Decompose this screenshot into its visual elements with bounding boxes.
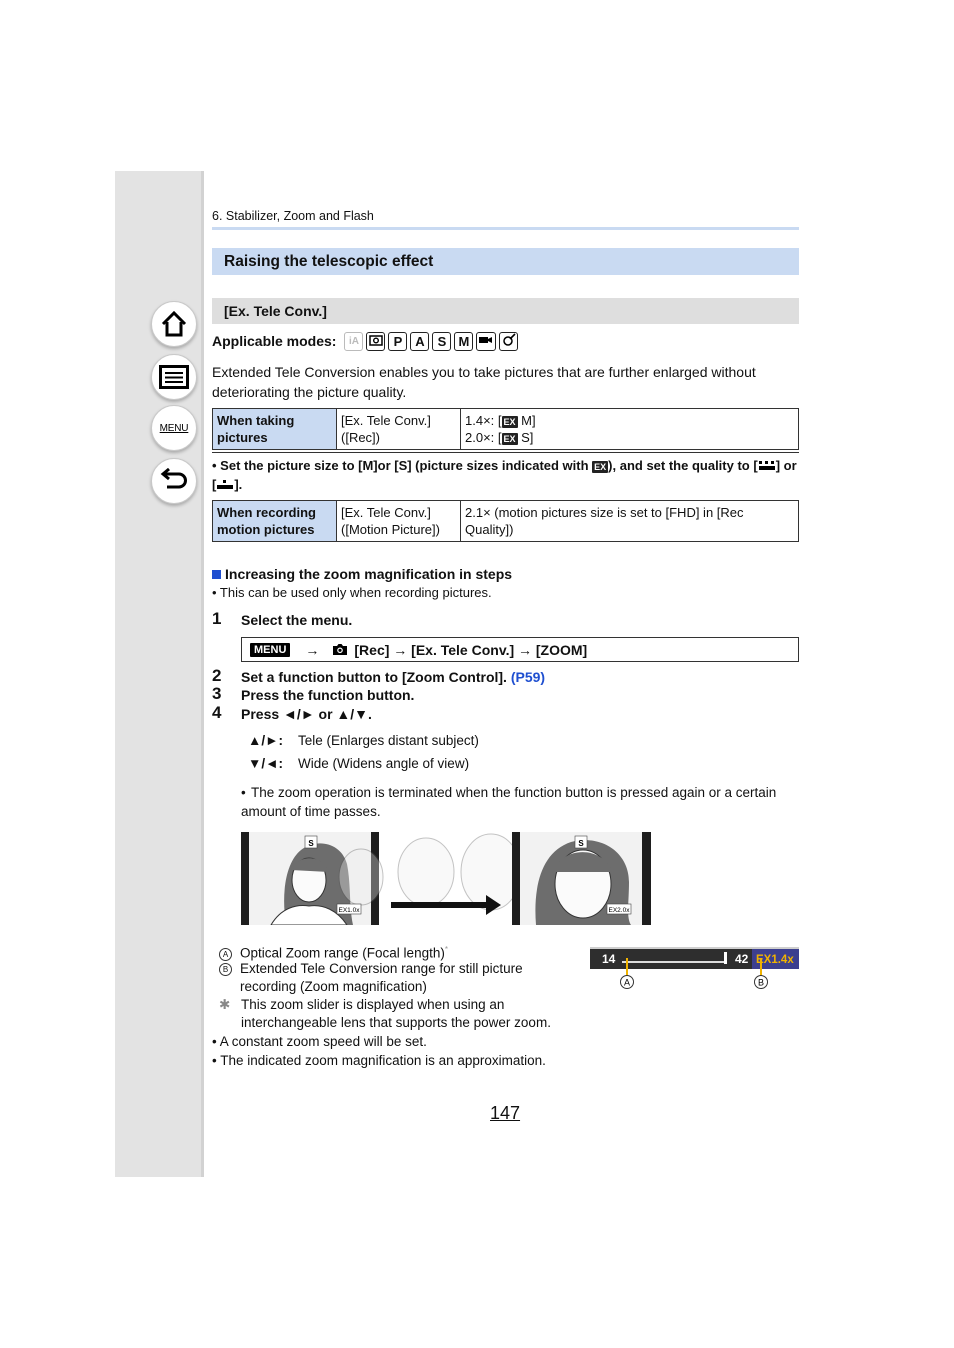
legend-sup: * bbox=[444, 945, 448, 954]
note-post: ), and set the quality to [ bbox=[608, 458, 758, 473]
spec-table-pictures bbox=[212, 408, 799, 450]
step-number: 1 bbox=[212, 609, 222, 628]
breadcrumb: 6. Stabilizer, Zoom and Flash bbox=[212, 209, 374, 223]
zoom-steps-heading-text: Increasing the zoom magnification in steps bbox=[225, 566, 513, 582]
mode-s-icon: S bbox=[432, 332, 451, 351]
step-number: 4 bbox=[212, 703, 222, 722]
arrow: → bbox=[305, 641, 320, 658]
zoom-terminate-text: The zoom operation is terminated when the function button is pressed again or a certain amount of time passes. bbox=[241, 785, 777, 819]
section-title: Raising the telescopic effect bbox=[212, 248, 799, 275]
breadcrumb-rule bbox=[212, 227, 799, 230]
quality-fine-icon bbox=[758, 460, 776, 471]
motion-menu: [Ex. Tele Conv.] ([Motion Picture]) bbox=[337, 501, 461, 542]
zoom-illustration bbox=[241, 832, 651, 925]
pictures-menu: [Ex. Tele Conv.] ([Rec]) bbox=[337, 409, 461, 450]
size-tag-left: S bbox=[308, 839, 314, 848]
legend-mark: B bbox=[219, 963, 232, 976]
key-row bbox=[248, 756, 469, 771]
page-link[interactable]: (P59) bbox=[510, 669, 546, 685]
motion-label: When recording motion pictures bbox=[213, 501, 337, 542]
spec-table-motion bbox=[212, 500, 799, 542]
back-arrow-icon bbox=[159, 468, 189, 494]
note: • A constant zoom speed will be set. bbox=[212, 1034, 427, 1049]
home-icon bbox=[160, 310, 188, 338]
motion-value: 2.1× (motion pictures size is set to [FHD] in [Rec Quality]) bbox=[461, 501, 799, 542]
left-zoom-tag: EX1.0x bbox=[338, 907, 360, 914]
mode-ia-plus-icon bbox=[366, 332, 385, 351]
legend-text: Optical Zoom range (Focal length) bbox=[240, 945, 445, 961]
note-pre: • Set the picture size to [M]or [S] (picture sizes indicated with bbox=[212, 458, 593, 473]
step-number: 3 bbox=[212, 684, 222, 703]
mode-ia-icon: iA bbox=[344, 332, 363, 351]
key-label: ▲/►: bbox=[248, 733, 283, 748]
step-2-text: Set a function button to [Zoom Control]. bbox=[241, 669, 507, 685]
list-icon bbox=[159, 365, 189, 389]
contents-button[interactable] bbox=[151, 354, 197, 400]
zoom-slider-markers bbox=[618, 958, 768, 992]
ex-icon: EX bbox=[503, 434, 516, 444]
ex-zoom-value: EX1.4x bbox=[756, 954, 794, 966]
value-1-pre: 1.4×: [ bbox=[465, 413, 502, 428]
pictures-value bbox=[461, 409, 799, 450]
step-text bbox=[241, 669, 545, 685]
applicable-modes bbox=[212, 331, 521, 351]
ex-icon: EX bbox=[503, 417, 516, 427]
menu-label: MENU bbox=[159, 422, 189, 434]
zoom-terminate-note: • The zoom operation is terminated when the function button is pressed again or a certain amount of time passes. bbox=[241, 785, 777, 819]
menu-chip: MENU bbox=[250, 643, 290, 657]
menu-path bbox=[241, 637, 799, 662]
camera-icon bbox=[332, 643, 348, 656]
zoom-steps-note: • This can be used only when recording pictures. bbox=[212, 585, 492, 600]
creative-video-mode-icon bbox=[476, 332, 496, 351]
key-label: ▼/◄: bbox=[248, 756, 283, 771]
divider bbox=[212, 452, 799, 453]
back-button[interactable] bbox=[151, 458, 197, 504]
intro-text: Extended Tele Conversion enables you to take pictures that are further enlarged without deteriorating the picture quality. bbox=[212, 364, 756, 400]
picture-size-note bbox=[212, 456, 799, 494]
zoom-steps-heading bbox=[212, 566, 512, 582]
key-desc: Wide (Widens angle of view) bbox=[298, 756, 470, 771]
menu-button[interactable] bbox=[151, 405, 197, 451]
custom-mode-icon bbox=[499, 332, 518, 351]
subsection-title: [Ex. Tele Conv.] bbox=[212, 298, 799, 324]
home-button[interactable] bbox=[151, 301, 197, 347]
menu-path-text: [Rec] → [Ex. Tele Conv.] → [ZOOM] bbox=[354, 641, 588, 658]
zoom-max-label: 42 bbox=[735, 952, 749, 966]
ex-icon: EX bbox=[594, 462, 607, 472]
note-tail: ] or [ bbox=[212, 458, 797, 492]
zoom-min-label: 14 bbox=[602, 952, 616, 966]
legend-item bbox=[219, 960, 564, 996]
right-zoom-tag: EX2.0x bbox=[608, 907, 630, 914]
mode-m-icon: M bbox=[454, 332, 473, 351]
marker-b: B bbox=[757, 977, 765, 988]
value-1-post: M] bbox=[517, 413, 536, 428]
square-bullet-icon bbox=[212, 570, 221, 579]
quality-standard-icon bbox=[216, 479, 234, 490]
size-tag-right: S bbox=[578, 839, 584, 848]
page-number: 147 bbox=[490, 1103, 521, 1123]
legend-item bbox=[219, 996, 564, 1032]
legend-text: Extended Tele Conversion range for still picture recording (Zoom magnification) bbox=[240, 961, 523, 994]
legend-text: This zoom slider is displayed when using an interchangeable lens that supports the power zoom. bbox=[241, 997, 551, 1030]
key-row bbox=[248, 733, 479, 748]
legend-asterisk: ✱ bbox=[219, 997, 231, 1012]
step-number: 2 bbox=[212, 666, 222, 685]
note-end: ]. bbox=[234, 477, 243, 492]
marker-a: A bbox=[623, 977, 631, 988]
value-2-pre: 2.0×: [ bbox=[465, 430, 502, 445]
value-2-post: S] bbox=[517, 430, 534, 445]
note: • The indicated zoom magnification is an approximation. bbox=[212, 1053, 546, 1068]
step-text: Press the function button. bbox=[241, 687, 415, 703]
modes-label: Applicable modes: bbox=[212, 333, 337, 349]
mode-a-icon: A bbox=[410, 332, 429, 351]
step-text: Select the menu. bbox=[241, 612, 353, 628]
pictures-label: When taking pictures bbox=[213, 409, 337, 450]
legend-mark: A bbox=[219, 948, 232, 961]
key-desc: Tele (Enlarges distant subject) bbox=[298, 733, 479, 748]
step-text: Press ◄/► or ▲/▼. bbox=[241, 706, 372, 722]
mode-p-icon: P bbox=[388, 332, 407, 351]
